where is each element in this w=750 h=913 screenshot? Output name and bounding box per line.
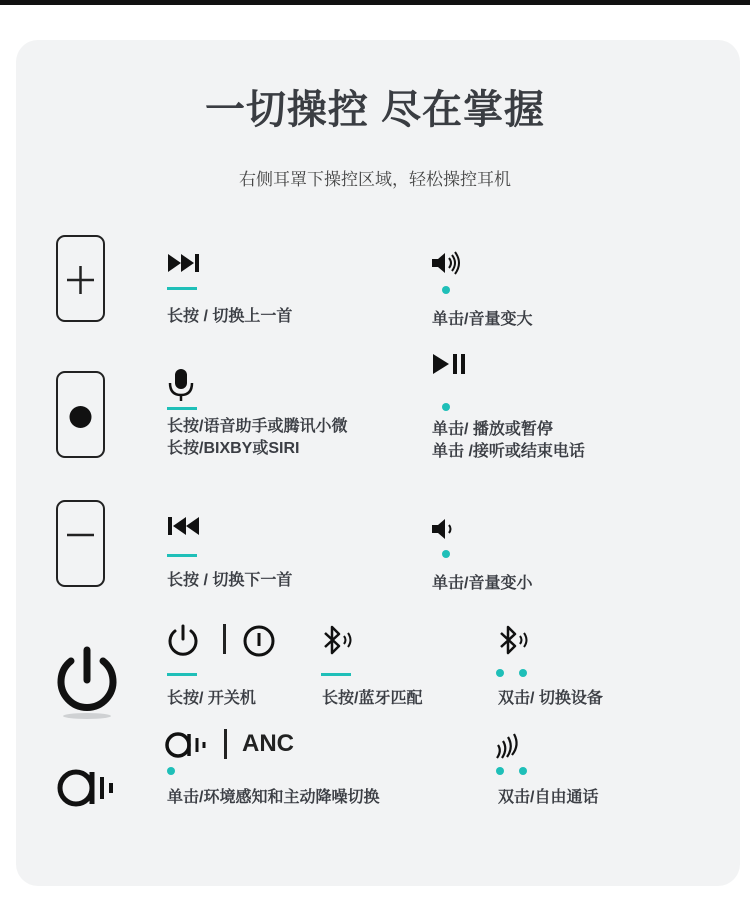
bixby-siri-label: 长按/BIXBY或SIRI [167,440,300,457]
long-press-indicator [167,407,197,410]
anc-text: ANC [242,730,294,757]
volume-minus-button[interactable] [56,500,105,587]
ambient-sound-icon [494,731,526,763]
power-button-icon[interactable] [54,646,120,720]
single-press-dot [167,767,175,775]
bluetooth-icon [322,624,356,656]
anc-toggle-label: 单击/环境感知和主动降噪切换 [167,789,380,806]
microphone-icon [167,368,195,402]
answer-call-label: 单击 /接听或结束电话 [432,443,585,460]
bluetooth-switch-icon [498,624,532,656]
volume-up-icon [431,251,463,275]
bluetooth-pair-label: 长按/蓝牙匹配 [322,690,423,707]
long-press-indicator [321,673,351,676]
free-talk-label: 双击/自由通话 [498,789,599,806]
anc-icon [164,730,212,760]
top-bar [0,0,750,5]
anc-button-icon[interactable] [56,767,118,809]
multifunction-button[interactable] [56,371,105,458]
double-press-dot [519,669,527,677]
double-press-dot [496,767,504,775]
separator [224,729,227,759]
play-pause-icon [432,353,468,375]
double-press-dot [519,767,527,775]
minus-icon [58,502,103,585]
single-press-dot [442,403,450,411]
power-label: 长按/ 开关机 [167,690,256,707]
long-press-indicator [167,287,197,290]
page-subtitle: 右侧耳罩下操控区域，轻松操控耳机 [239,170,511,189]
skip-previous-label: 长按 / 切换下一首 [167,572,293,589]
power-icon [165,624,201,658]
volume-plus-button[interactable] [56,235,105,322]
volume-down-icon [431,518,455,540]
voice-assistant-label: 长按/语音助手或腾讯小微 [167,418,348,435]
separator [223,624,226,654]
skip-next-icon [167,253,203,273]
skip-previous-icon [167,516,203,536]
long-press-indicator [167,554,197,557]
single-press-dot [442,550,450,558]
volume-down-label: 单击/音量变小 [432,575,533,592]
long-press-indicator [167,673,197,676]
single-press-dot [442,286,450,294]
plus-icon [58,237,103,320]
double-press-dot [496,669,504,677]
play-pause-label: 单击/ 播放或暂停 [432,421,553,438]
volume-up-label: 单击/音量变大 [432,311,533,328]
switch-device-label: 双击/ 切换设备 [498,690,603,707]
skip-next-label: 长按 / 切换上一首 [167,308,293,325]
power-circle-icon [242,624,276,658]
dot-icon [58,373,103,456]
page-title: 一切操控 尽在掌握 [204,88,546,132]
